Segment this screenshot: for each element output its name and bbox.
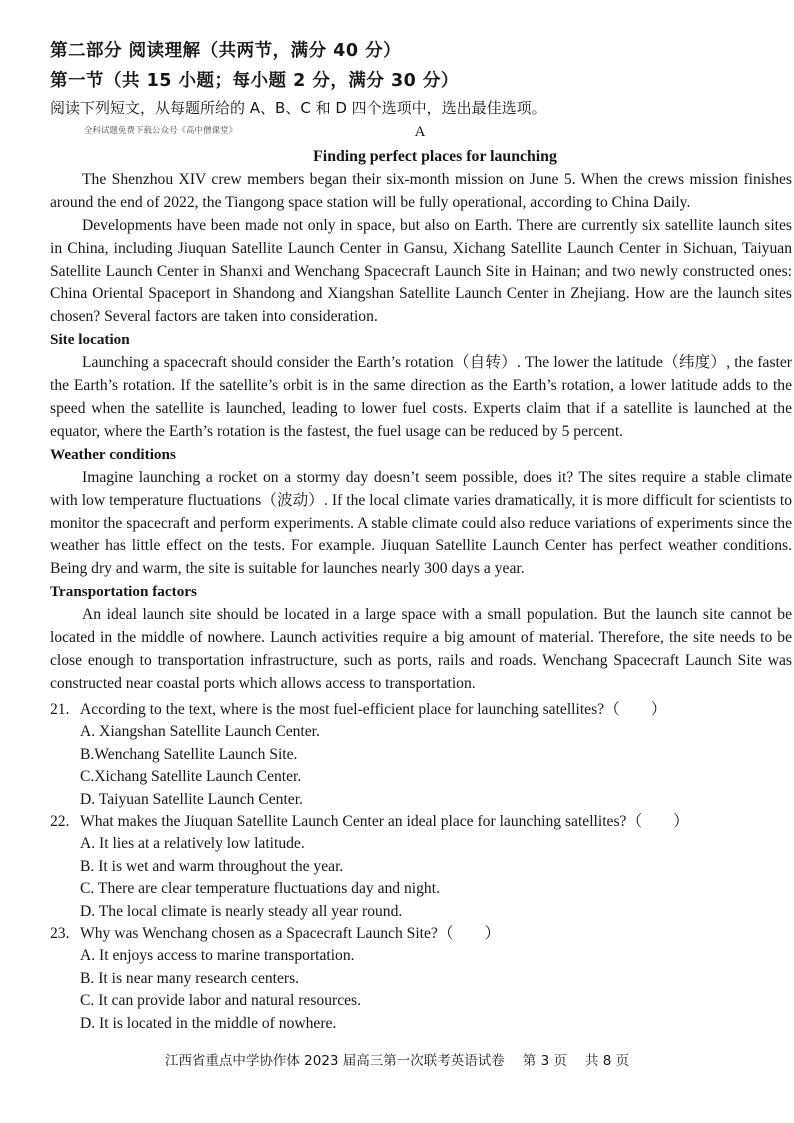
question-22 bbox=[50, 811, 792, 923]
reading-passage bbox=[50, 146, 792, 696]
paragraph-4: Imagine launching a rocket on a stormy day doesn’t seem possible, does it? The sites require a stable climate with low temperature fluctuations（波动）. If the local climate varies dramatically, it is more difficult for scientists to monitor the spacecraft and perform experiments. A stable climate could also reduce variations of experiments since the weather has little effect on the tests. For example. Jiuquan Satellite Launch Center has perfect weather conditions. Being dry and warm, the site is suitable for launches nearly 300 days a year. bbox=[50, 468, 792, 578]
question-list bbox=[50, 699, 792, 1035]
question-stem bbox=[50, 699, 792, 721]
section-heading-weather: Weather conditions bbox=[50, 445, 176, 463]
question-text: According to the text, where is the most fuel-efficient place for launching satellites?（ ） bbox=[80, 701, 667, 718]
watermark-text: 全科试题免费下载公众号《高中僧课堂》 bbox=[84, 126, 238, 136]
option-c: C. There are clear temperature fluctuations day and night. bbox=[80, 880, 440, 898]
question-stem bbox=[50, 811, 792, 833]
option-c: C. It can provide labor and natural resources. bbox=[80, 992, 362, 1010]
question-text: What makes the Jiuquan Satellite Launch Center an ideal place for launching satellites?（ ） bbox=[80, 813, 689, 831]
section-title: 第一节（共 15 小题；每小题 2 分，满分 30 分） bbox=[50, 71, 459, 91]
question-23 bbox=[50, 923, 792, 1035]
question-text: Why was Wenchang chosen as a Spacecraft Launch Site?（ ） bbox=[80, 925, 501, 943]
question-number: 23. bbox=[50, 925, 70, 943]
option-a: A. Xiangshan Satellite Launch Center. bbox=[80, 723, 320, 741]
option-d: D. It is located in the middle of nowhere. bbox=[80, 1014, 337, 1032]
passage-title: Finding perfect places for launching bbox=[313, 148, 557, 165]
question-stem bbox=[50, 923, 792, 945]
paragraph-1: The Shenzhou XIV crew members began their six-month mission on June 5. When the crews mission finishes around the end of 2022, the Tiangong space station will be fully operational, according to China Daily. bbox=[50, 170, 792, 211]
question-21 bbox=[50, 699, 792, 811]
question-number: 21. bbox=[50, 701, 70, 718]
option-b: B.Wenchang Satellite Launch Site. bbox=[80, 745, 298, 763]
instructions: 阅读下列短文，从每题所给的 A、B、C 和 D 四个选项中，选出最佳选项。 bbox=[50, 99, 547, 117]
paragraph-3: Launching a spacecraft should consider the Earth’s rotation（自转）. The lower the latitude（纬度）, the faster the Earth’s rotation. If the satellite’s orbit is in the same direction as the Earth’s rotation, a lower latitude adds to the speed when the satellite is launched, leading to lower fuel costs. Experts claim that if a satellite is launched at the equator, where the Earth’s rotation is the fastest, the fuel usage can be reduced by 5 percent. bbox=[50, 354, 792, 440]
passage-letter: A bbox=[414, 124, 426, 140]
option-a: A. It enjoys access to marine transportation. bbox=[80, 947, 355, 965]
exam-name: 江西省重点中学协作体 2023 届高三第一次联考英语试卷 bbox=[164, 1053, 505, 1069]
section-heading-site-location: Site location bbox=[50, 331, 130, 349]
page-footer bbox=[0, 1049, 794, 1069]
page-number: 第 3 页 bbox=[522, 1053, 567, 1069]
option-c: C.Xichang Satellite Launch Center. bbox=[80, 768, 302, 786]
part-title: 第二部分 阅读理解（共两节，满分 40 分） bbox=[50, 41, 402, 61]
question-number: 22. bbox=[50, 813, 70, 831]
option-b: B. It is wet and warm throughout the year. bbox=[80, 857, 344, 875]
paragraph-2: Developments have been made not only in space, but also on Earth. There are currently six satellite launch sites in China, including Jiuquan Satellite Launch Center in Gansu, Xichang Satellite Launch Center in Sichuan, Taiyuan Satellite Launch Center in Shanxi and Wenchang Spacecraft Launch Site in Hainan; and two newly constructed ones: China Oriental Spaceport in Shandong and Xiangshan Satellite Launch Center in Zhejiang. How are the launch sites chosen? Several factors are taken into consideration. bbox=[50, 216, 792, 326]
option-d: D. The local climate is nearly steady all year round. bbox=[80, 902, 403, 920]
page-total: 共 8 页 bbox=[584, 1053, 630, 1069]
option-d: D. Taiyuan Satellite Launch Center. bbox=[80, 790, 303, 808]
paragraph-5: An ideal launch site should be located in a large space with a small population. But the launch site cannot be located in the middle of nowhere. Launch activities require a big amount of material. Therefore, the site needs to be close enough to transportation infrastructure, such as ports, rails and roads. Wenchang Spacecraft Launch Site was constructed near coastal ports which allows access to transportation. bbox=[50, 606, 792, 692]
option-a: A. It lies at a relatively low latitude. bbox=[80, 835, 305, 853]
section-heading-transportation: Transportation factors bbox=[50, 583, 197, 601]
option-b: B. It is near many research centers. bbox=[80, 969, 300, 987]
